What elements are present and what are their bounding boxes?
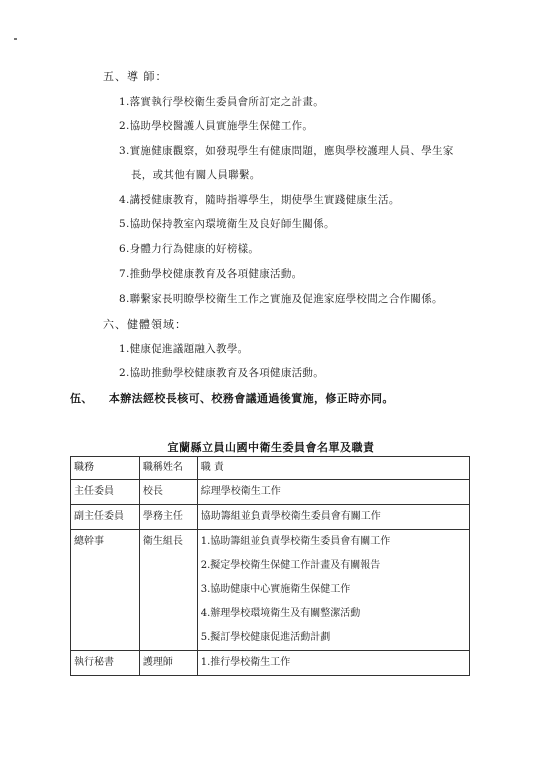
cell-title: 校長 <box>139 480 197 505</box>
section-5-item: 6.身體力行為健康的好榜樣。 <box>119 243 260 255</box>
table-header-row <box>71 457 470 480</box>
section-5-item: 2.協助學校醫護人員實施學生保健工作。 <box>119 120 314 132</box>
cell-duties <box>197 480 469 505</box>
cell-title: 學務主任 <box>139 505 197 530</box>
final-clause-text: 本辦法經校長核可、校務會議通過後實施，修正時亦同。 <box>108 392 394 405</box>
section-5-item: 4.講授健康教育，隨時指導學生，期使學生實踐健康生活。 <box>119 194 400 206</box>
cell-role: 主任委員 <box>71 480 140 505</box>
table-row <box>71 651 470 676</box>
header-role: 職務 <box>71 457 140 480</box>
section-5-item: 8.聯繫家長明瞭學校衛生工作之實施及促進家庭學校間之合作關係。 <box>119 293 443 305</box>
table-row <box>71 480 470 505</box>
table-title: 宜蘭縣立員山國中衛生委員會名單及職責 <box>167 441 375 454</box>
header-title-name: 職稱姓名 <box>139 457 197 480</box>
section-5-item: 3.實施健康觀察，如發現學生有健康問題，應與學校護理人員、學生家 <box>119 145 454 157</box>
cell-duties <box>197 530 469 651</box>
section-5-item: 5.協助保持教室內環境衛生及良好師生關係。 <box>119 218 335 230</box>
section-6-item: 1.健康促進議題融入教學。 <box>119 343 249 355</box>
cell-title: 護理師 <box>139 651 197 676</box>
final-clause-number: 伍、 <box>70 392 93 405</box>
final-clause <box>70 390 394 406</box>
cell-role: 副主任委員 <box>71 505 140 530</box>
duty-item: 5.擬訂學校健康促進活動計劃 <box>200 632 331 643</box>
section-5-heading: 五、導 師： <box>103 70 168 83</box>
duty-item: 綜理學校衛生工作 <box>200 486 281 497</box>
duty-item: 3.協助健康中心實施衛生保健工作 <box>200 584 351 595</box>
table-row <box>71 505 470 530</box>
section-6-item: 2.協助推動學校健康教育及各項健康活動。 <box>119 367 325 379</box>
header-duties: 職 責 <box>197 457 469 480</box>
cell-title: 衛生組長 <box>139 530 197 651</box>
cell-duties <box>197 651 469 676</box>
section-5-item-continuation: 長，或其他有關人員聯繫。 <box>131 169 261 181</box>
duty-item: 4.辦理學校環境衛生及有關整潔活動 <box>200 608 361 619</box>
scan-speck <box>14 38 17 40</box>
duty-item: 1.協助籌組並負責學校衛生委員會有關工作 <box>200 536 391 547</box>
section-5-item: 7.推動學校健康教育及各項健康活動。 <box>119 268 303 280</box>
duty-item: 2.擬定學校衛生保健工作計畫及有關報告 <box>200 560 381 571</box>
cell-role: 總幹事 <box>71 530 140 651</box>
cell-duties <box>197 505 469 530</box>
duty-item: 1.推行學校衛生工作 <box>200 657 291 668</box>
section-5-item: 1.落實執行學校衛生委員會所訂定之計畫。 <box>119 96 325 108</box>
duty-item: 協助籌組並負責學校衛生委員會有關工作 <box>200 511 381 522</box>
section-6-heading: 六、健體領域： <box>103 318 187 331</box>
table-row <box>71 530 470 651</box>
cell-role: 執行秘書 <box>71 651 140 676</box>
committee-table <box>70 456 470 676</box>
